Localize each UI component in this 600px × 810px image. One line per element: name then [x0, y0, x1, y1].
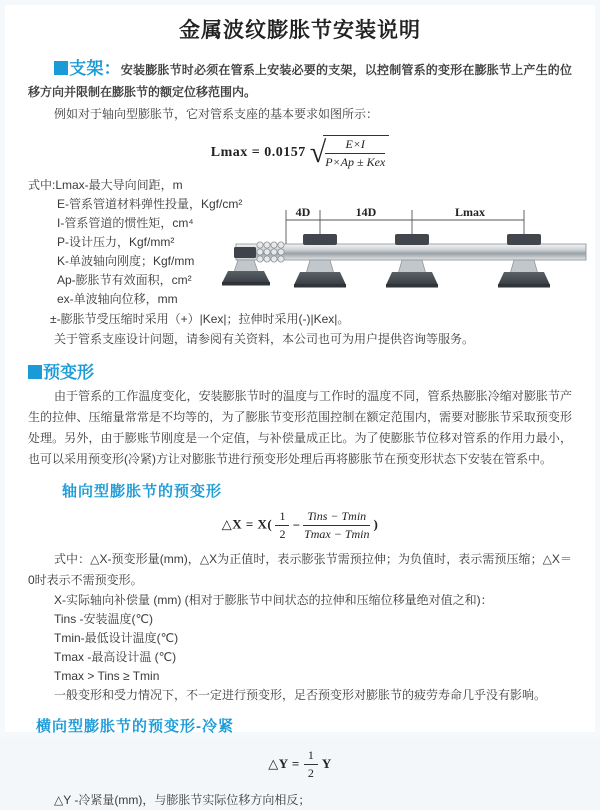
pipe: [236, 244, 586, 260]
lmax-formula-lhs: Lmax = 0.0157: [210, 145, 306, 161]
guide-support-icon: [386, 234, 438, 288]
dimension-label-lmax: Lmax: [455, 205, 485, 220]
fraction-numerator: 1: [304, 748, 318, 765]
fraction-numerator: Tins − Tmin: [303, 509, 370, 526]
definition-line: 式中:Lmax-最大导向间距，m: [28, 178, 183, 193]
support-example-line: 例如对于轴向型膨胀节，它对管系支座的基本要求如图所示：: [54, 107, 379, 121]
support-note-line: 关于管系支座设计问题，请参阅有关资料，本公司也可为用户提供咨询等服务。: [54, 332, 475, 347]
guide-support-icon: [498, 234, 550, 288]
axial-subsection-heading: 轴向型膨胀节的预变形: [62, 483, 223, 501]
axial-line: Tmin-最低设计温度(℃): [54, 631, 179, 646]
predeform-section-heading: [28, 358, 572, 383]
definition-line: E-管系管道材料弹性投量，Kgf/cm²: [57, 197, 243, 212]
lmax-fraction: [325, 137, 385, 170]
axial-line: Tmax > Tins ≥ Tmin: [54, 669, 160, 684]
pipe-support-diagram: [234, 204, 586, 304]
axial-line: X-实际轴向补偿量 (mm) (相对于膨胀节中间状态的拉伸和压缩位移量绝对值之和)：: [54, 593, 493, 608]
one-half-fraction: [275, 509, 289, 542]
section-square-icon: [54, 61, 68, 75]
axial-line: Tins -安装温度(℃): [54, 612, 154, 627]
support-intro-text: 安装膨胀节时必须在管系上安装必要的支架，以控制管系的变形在膨胀节上产生的位移方向并限制在膨胀节的额定位移范围内。: [28, 63, 573, 99]
radical-content: [323, 135, 389, 170]
lateral-formula-rhs: Y: [321, 756, 332, 772]
guide-support-icon: [294, 234, 346, 288]
support-section-heading: [54, 59, 121, 78]
definition-line: K-单波轴向刚度；Kgf/mm: [57, 254, 195, 269]
axial-formula-rhs: ): [373, 516, 379, 532]
dimension-label-4d: 4D: [295, 205, 311, 220]
predeform-heading-label: 预变形: [43, 363, 94, 383]
axial-explain-paragraph: 式中：△X-预变形量(mm)，△X为正值时，表示膨张节需预拉伸；为负值时，表示需预压缩；△X＝0时表示不需预变形。: [28, 552, 572, 588]
temperature-fraction: [303, 509, 370, 542]
definition-line: I-管系管道的惯性矩，cm⁴: [57, 216, 194, 231]
lateral-note-line: △Y -冷紧量(mm)，与膨胀节实际位移方向相反；: [54, 793, 311, 808]
page-title: 金属波纹膨胀节安装说明: [179, 19, 421, 42]
definition-line: P-设计压力，Kgf/mm²: [57, 235, 175, 250]
minus-operator: −: [292, 517, 301, 533]
lmax-fraction-denominator: P×Ap ± Kex: [325, 155, 386, 169]
one-half-fraction: [304, 748, 318, 781]
axial-line: Tmax -最高设计温 (℃): [54, 650, 177, 665]
lmax-fraction-numerator: E×I: [325, 137, 385, 154]
dimension-label-14d: 14D: [355, 205, 377, 220]
lmax-formula: [28, 135, 572, 170]
fraction-denominator: 2: [307, 766, 314, 781]
definition-line: Ap-膨胀节有效面积，cm²: [57, 273, 192, 288]
definition-plusminus-line: ±-膨胀节受压缩时采用（+）|Kex|；拉伸时采用(-)|Kex|。: [50, 312, 350, 327]
lateral-subsection-heading: 横向型膨胀节的预变形-冷紧: [36, 718, 234, 736]
axial-line: 一般变形和受力情况下，不一定进行预变形，足否预变形对膨胀节的疲劳寿命几乎没有影响。: [54, 688, 547, 703]
support-heading-label: 支架：: [69, 59, 121, 78]
fraction-denominator: 2: [279, 527, 286, 542]
support-intro-paragraph: [28, 58, 572, 103]
fraction-numerator: 1: [275, 509, 289, 526]
definition-line: ex-单波轴向位移，mm: [57, 292, 178, 307]
axial-formula-lhs: △X = X(: [221, 516, 273, 532]
lateral-formula: [28, 748, 572, 781]
radical-sign: √: [309, 136, 327, 170]
predeform-body-paragraph: 由于管系的工作温度变化，安装膨胀节时的温度与工作时的温度不同，管系热膨胀冷缩对膨胀节产生的拉伸、压缩量常常是不均等的，为了膨胀节变形范围控制在额定范围内，需要对膨胀节采取预变形处理。另外，由于膨账节刚度是一个定值，与补偿量成正比。为了使膨胀节位移对管系的作用力最小，也可以采用预变形(冷紧)方让对膨胀节进行预变形处理后再将膨胀节在预变形状态下安装在管系中。: [28, 389, 572, 467]
lateral-formula-lhs: △Y =: [268, 756, 300, 772]
fraction-denominator: Tmax − Tmin: [304, 527, 370, 542]
definitions-and-diagram: [28, 176, 572, 309]
section-square-icon: [28, 365, 42, 379]
axial-formula: [28, 509, 572, 542]
